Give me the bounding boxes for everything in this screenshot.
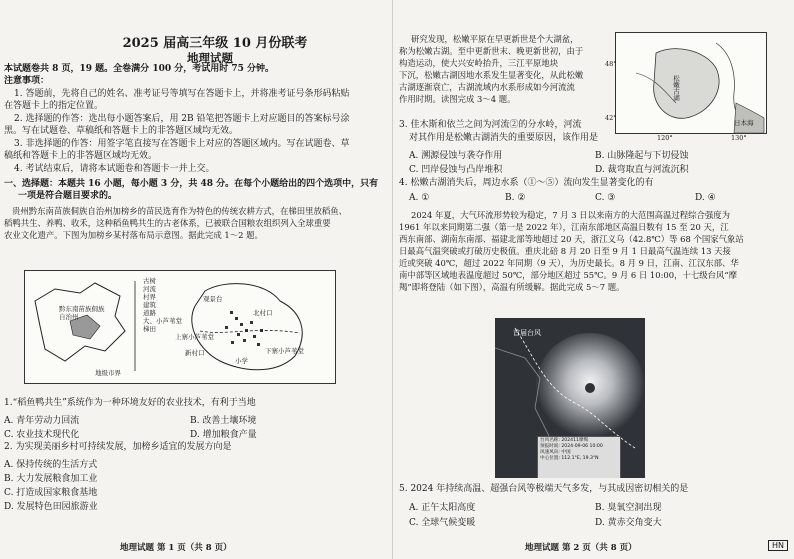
typhoon-info-box: [537, 436, 621, 478]
note-8: 4. 考试结束后，请将本试题卷和答题卡一并上交。: [14, 164, 215, 174]
page-divider: [392, 0, 393, 559]
exam-subject: 地理试题: [187, 51, 233, 65]
q1-option-c[interactable]: C. 农业技术现代化: [4, 430, 80, 440]
intro2-line-3: 下沉，松嫩古湖因地水系发生显著变化，从此松嫩: [399, 70, 584, 80]
q3-option-a[interactable]: A. 溯源侵蚀与袭夺作用: [409, 151, 503, 161]
intro3-line-2: 西东南部、湖南东南部、福建北部等地超过 20 天，浙江义乌（42.8℃）等 68 个国家气象站: [399, 234, 744, 244]
left-page: [0, 0, 390, 559]
note-7: 稿纸和答题卡上的非答题区域均无效。: [4, 151, 158, 161]
label-new-entrance: 新村口: [185, 349, 205, 357]
typhoon-forecast-time: 预报时间: 2024-09-06 10:00: [540, 444, 603, 449]
label-lon-130: 130°: [731, 134, 747, 142]
q5-option-d[interactable]: D. 黄赤交角变大: [595, 518, 662, 528]
q5-stem: 5. 2024 年持续高温、超强台风等极端天气多发，与其成因密切相关的是: [399, 484, 689, 494]
q1-stem: 1.“稻鱼鸭共生”系统作为一种环境友好的农业技术，有利于当地: [4, 398, 256, 408]
intro3-line-5: 南中部等区域地表温度超过 50℃，部分地区超过 55℃。9 月 6 日 10:00，十七级台风“摩: [399, 270, 737, 280]
note-1: 注意事项：: [4, 76, 50, 86]
note-0: 本试题卷共 8 页，19 题。全卷满分 100 分，考试用时 75 分钟。: [4, 64, 275, 74]
legend-terrace: 梯田: [143, 325, 156, 333]
songnen-lake-map-drawing: [616, 33, 766, 133]
section1-line-0: 一、选择题：本题共 16 小题，每小题 3 分，共 48 分。在每个小题给出的四个选项中，只有: [4, 179, 379, 189]
note-3: 在答题卡上的指定位置。: [4, 101, 104, 111]
q2-stem: 2. 为实现美丽乡村可持续发展，加榜乡适宜的发展方向是: [4, 442, 232, 452]
q3-stem2: 对其作用是松嫩古湖消失的重要原因，该作用是: [409, 133, 599, 143]
exam-code-badge: HN: [768, 540, 788, 551]
exam-title: 2025 届高三年级 10 月份联考: [122, 36, 308, 51]
legend-village-boundary: 村界: [143, 293, 156, 301]
legend-road: 道路: [143, 309, 156, 317]
legend-reed-pond: 大、小芦苇堂: [143, 317, 182, 325]
label-school: 小学: [235, 357, 248, 365]
note-2: 1. 答题前，先将自己的姓名、准考证号等填写在答题卡上，并将准考证号条形码粘贴: [14, 89, 350, 99]
map1-legend: [143, 277, 182, 333]
q3-option-d[interactable]: D. 裁弯取直与河流沉积: [595, 165, 689, 175]
songnen-lake-map: [615, 32, 767, 134]
label-sea-of-japan: 日本海: [734, 119, 754, 127]
intro2-line-0: 研究发现，松嫩平原在早更新世是个大湖盆，: [411, 34, 579, 44]
q4-option-a[interactable]: A. ①: [409, 193, 430, 203]
label-city-boundary: 地级市界: [95, 369, 121, 377]
q5-option-b[interactable]: B. 臭氧空洞出现: [595, 503, 662, 513]
intro2-line-4: 古湖逐渐衰亡，古湖流域内水系形成如今河流流: [399, 82, 575, 92]
intro1-line-2: 农业文化遗产。下图为加榜乡某村落布局示意图。据此完成 1～2 题。: [4, 230, 263, 240]
intro2-line-1: 称为松嫩古湖。至中更新世末、晚更新世初，由于: [399, 46, 584, 56]
village-map: [24, 270, 336, 384]
q3-option-c[interactable]: C. 凹岸侵蚀与凸岸堆积: [409, 165, 503, 175]
q4-stem: 4. 松嫩古湖消失后，周边水系（①～⑤）流向发生显著变化的有: [399, 178, 654, 188]
intro2-line-2: 构造运动，使大兴安岭抬升，三江平原地块: [399, 58, 559, 68]
intro3-line-6: 羯”即将登陆（如下图），高温有所缓解。据此完成 5～7 题。: [399, 282, 625, 292]
right-page: [395, 0, 794, 559]
typhoon-satellite-image: [495, 318, 645, 478]
legend-ancient-tree: 古树: [143, 277, 156, 285]
label-lat-48: 48°: [605, 60, 617, 68]
intro1-line-0: 贵州黔东南苗族侗族自治州加榜乡的苗民选育作为特色的传统农耕方式，在梯田里放稻鱼、: [12, 206, 347, 216]
label-prefecture: 黔东南苗族侗族自治州: [59, 305, 105, 321]
intro3-line-1: 1961 年以来同期第二强（第一是 2022 年），江南东部地区高温日数有 15 至 20 天，江: [399, 222, 729, 232]
typhoon-position: 中心位置: 112.1°E, 19.3°N: [540, 456, 599, 461]
q2-option-c[interactable]: C. 打造成国家粮食基地: [4, 488, 98, 498]
label-viewpoint: 观景台: [203, 295, 223, 303]
typhoon-name: 台风名称: 202411摩羯: [540, 438, 589, 443]
label-songnen-lake: 松嫩古湖: [672, 75, 680, 101]
q2-option-b[interactable]: B. 大力发展粮食加工业: [4, 474, 98, 484]
q3-option-b[interactable]: B. 山脉隆起与下切侵蚀: [595, 151, 689, 161]
footer-right: 地理试题 第 2 页（共 8 页）: [525, 543, 637, 553]
q5-option-c[interactable]: C. 全球气候变暖: [409, 518, 476, 528]
label-lon-120: 120°: [657, 134, 673, 142]
intro1-line-1: 稻鸭共生、养鸭、收禾，这种稻鱼鸭共生的古老体系，已被联合国粮农组织列入全球重要: [4, 218, 331, 228]
q4-option-c[interactable]: C. ③: [595, 193, 616, 203]
footer-left: 地理试题 第 1 页（共 8 页）: [120, 543, 232, 553]
q3-stem: 3. 佳木斯和依兰之间为河流②的分水岭，河流: [399, 120, 582, 130]
intro3-line-3: 日最高气温突破或打破历史极值。重庆北碚 8 月 20 日至 9 月 1 日最高气温连续 13 天接: [399, 246, 731, 256]
note-5: 黑。写在试题卷、草稿纸和答题卡上的非答题区域均无效。: [4, 126, 239, 136]
q1-option-a[interactable]: A. 青年劳动力回流: [4, 416, 80, 426]
intro3-line-4: 近或突破 40℃，超过 2022 年同期（9 天），为历史最长。8 月 9 日，江南、江汉东部、华: [399, 258, 739, 268]
q1-option-b[interactable]: B. 改善土壤环境: [190, 416, 257, 426]
q4-option-d[interactable]: D. ④: [695, 193, 716, 203]
q5-option-a[interactable]: A. 正午太阳高度: [409, 503, 476, 513]
legend-river: 河流: [143, 285, 156, 293]
q2-option-d[interactable]: D. 发展特色田园旅游业: [4, 502, 98, 512]
legend-building: 建筑: [143, 301, 156, 309]
note-4: 2. 选择题的作答：选出每小题答案后，用 2B 铅笔把答题卡上对应题目的答案标号涂: [14, 114, 350, 124]
label-north-entrance: 北村口: [253, 309, 273, 317]
typhoon-region: 风速风向: 中国: [540, 450, 571, 455]
intro2-line-5: 作用时期。读图完成 3～4 题。: [399, 94, 516, 104]
q2-option-a[interactable]: A. 保持传统的生活方式: [4, 460, 98, 470]
label-lat-42: 42°: [605, 114, 617, 122]
note-6: 3. 非选择题的作答：用签字笔直接写在答题卡上对应的答题区域内。写在试题卷、草: [14, 139, 350, 149]
label-lower-reed-pond: 下寨小芦苇堂: [265, 347, 304, 355]
q4-option-b[interactable]: B. ②: [505, 193, 526, 203]
q1-option-d[interactable]: D. 增加粮食产量: [190, 430, 257, 440]
section1-line-1: 一项是符合题目要求的。: [18, 191, 118, 201]
satellite-label: 首届台风: [513, 329, 541, 337]
label-upper-reed-pond: 上寨小芦苇堂: [175, 333, 214, 341]
intro3-line-0: 2024 年夏，大气环流形势较为稳定，7 月 3 日以来南方的大范围高温过程综合强度为: [411, 210, 730, 220]
